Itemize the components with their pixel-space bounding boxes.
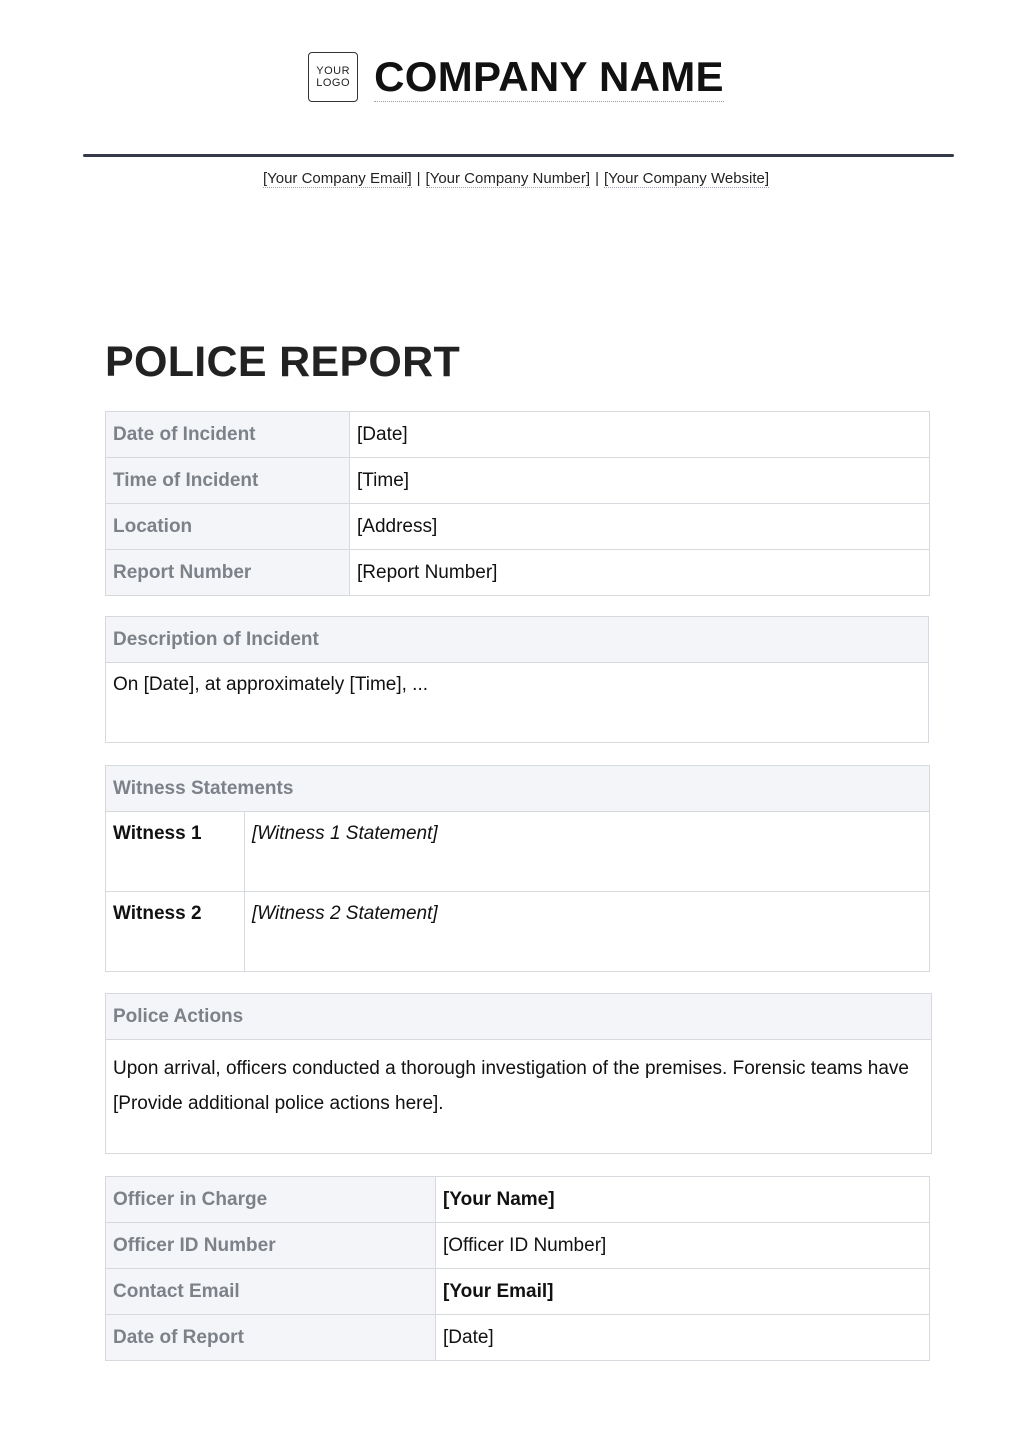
- officer-id-label: Officer ID Number: [106, 1223, 436, 1269]
- witness-statements-table: [105, 765, 930, 972]
- company-number[interactable]: [Your Company Number]: [425, 170, 591, 187]
- officer-details-table: [105, 1176, 930, 1361]
- table-row: [106, 994, 932, 1040]
- table-row: [106, 812, 930, 892]
- header-divider: [83, 154, 954, 157]
- table-row: [106, 892, 930, 972]
- officer-in-charge-value[interactable]: [Your Name]: [436, 1177, 930, 1223]
- description-table: [105, 616, 929, 743]
- table-row: [106, 504, 930, 550]
- description-heading: Description of Incident: [106, 617, 929, 663]
- time-of-incident-label: Time of Incident: [106, 458, 350, 504]
- company-website[interactable]: [Your Company Website]: [603, 170, 770, 187]
- logo-text-line1: YOUR: [316, 65, 351, 77]
- witness-statements-heading: Witness Statements: [106, 766, 930, 812]
- contact-email-label: Contact Email: [106, 1269, 436, 1315]
- table-row: [106, 1040, 932, 1154]
- contact-separator: |: [595, 170, 599, 187]
- date-of-incident-value[interactable]: [Date]: [350, 412, 930, 458]
- date-of-report-value[interactable]: [Date]: [436, 1315, 930, 1361]
- location-value[interactable]: [Address]: [350, 504, 930, 550]
- contact-separator: |: [416, 170, 421, 187]
- logo-text-line2: LOGO: [316, 77, 351, 89]
- witness-1-statement[interactable]: [Witness 1 Statement]: [245, 812, 930, 892]
- officer-in-charge-label: Officer in Charge: [106, 1177, 436, 1223]
- witness-1-label: Witness 1: [106, 812, 245, 892]
- description-text[interactable]: On [Date], at approximately [Time], ...: [106, 663, 929, 743]
- table-row: [106, 1269, 930, 1315]
- table-row: [106, 550, 930, 596]
- report-number-value[interactable]: [Report Number]: [350, 550, 930, 596]
- report-number-label: Report Number: [106, 550, 350, 596]
- police-actions-heading: Police Actions: [106, 994, 932, 1040]
- date-of-incident-label: Date of Incident: [106, 412, 350, 458]
- table-row: [106, 617, 929, 663]
- table-row: [106, 663, 929, 743]
- company-logo: [308, 52, 358, 102]
- company-email[interactable]: [Your Company Email]: [262, 170, 412, 187]
- date-of-report-label: Date of Report: [106, 1315, 436, 1361]
- document-header: [0, 52, 1032, 102]
- company-name[interactable]: COMPANY NAME: [374, 52, 724, 100]
- table-row: [106, 1223, 930, 1269]
- table-row: [106, 458, 930, 504]
- police-actions-table: [105, 993, 932, 1154]
- table-row: [106, 1315, 930, 1361]
- time-of-incident-value[interactable]: [Time]: [350, 458, 930, 504]
- table-row: [106, 1177, 930, 1223]
- officer-id-value[interactable]: [Officer ID Number]: [436, 1223, 930, 1269]
- table-row: [106, 766, 930, 812]
- witness-2-label: Witness 2: [106, 892, 245, 972]
- police-actions-text[interactable]: Upon arrival, officers conducted a thorough investigation of the premises. Forensic teams have [Provide additional police actions here].: [106, 1040, 932, 1154]
- incident-details-table: [105, 411, 930, 596]
- company-contact-line: [0, 170, 1032, 187]
- witness-2-statement[interactable]: [Witness 2 Statement]: [245, 892, 930, 972]
- contact-email-value[interactable]: [Your Email]: [436, 1269, 930, 1315]
- document-title: POLICE REPORT: [105, 338, 461, 386]
- table-row: [106, 412, 930, 458]
- location-label: Location: [106, 504, 350, 550]
